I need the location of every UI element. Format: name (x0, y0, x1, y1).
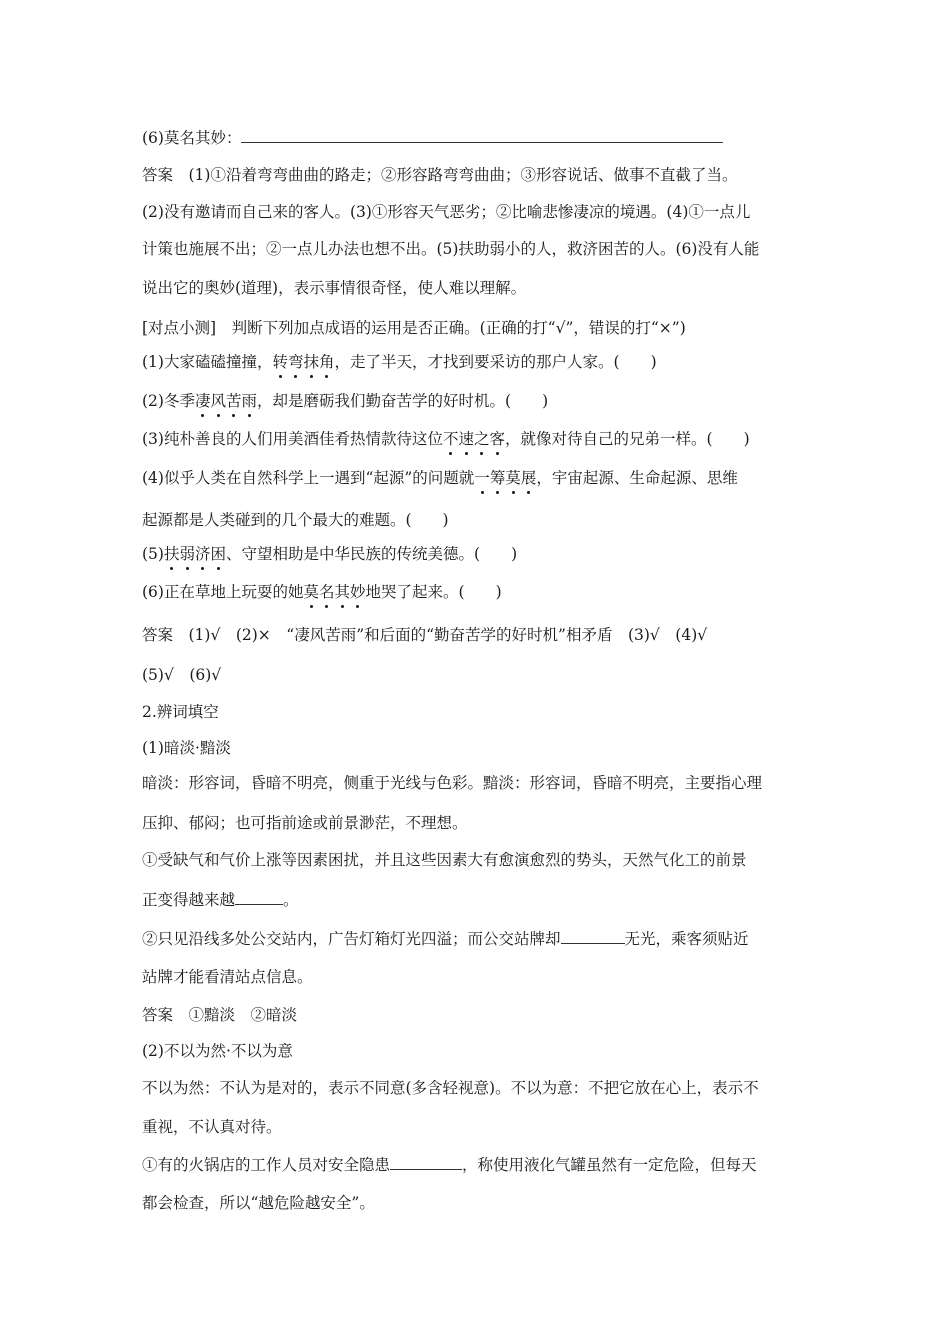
question-item: (2)冬季凄风苦雨，却是磨砺我们勤奋苦学的好时机。( ) (142, 392, 549, 410)
text-line: ②只见沿线多处公交站内，广告灯箱灯光四溢；而公交站牌却 无光，乘客须贴近 (142, 930, 749, 948)
section-heading: 2.辨词填空 (142, 703, 219, 721)
dotted-char: 风 (210, 392, 226, 410)
dotted-char: 扶 (163, 545, 180, 563)
dotted-char: 莫 (505, 469, 521, 487)
term-label: (6)莫名其妙： (142, 129, 242, 147)
dotted-char: 转 (272, 353, 288, 371)
text-line: 压抑、郁闷；也可指前途或前景渺茫，不理想。 (142, 814, 468, 832)
dotted-char: 展 (520, 469, 537, 487)
dotted-char: 筹 (489, 469, 506, 487)
dotted-char: 其 (334, 583, 351, 601)
subsection-heading: (1)暗淡·黯淡 (142, 739, 231, 757)
answer-line: 答案 (1)①沿着弯弯曲曲的路走；②形容路弯弯曲曲；③形容说话、做事不直截了当。 (142, 166, 738, 184)
dotted-char: 之 (474, 430, 490, 448)
fill-blank[interactable] (390, 1155, 462, 1170)
section-heading: [对点小测] 判断下列加点成语的运用是否正确。(正确的打“√”，错误的打“×”) (142, 319, 686, 337)
dotted-char: 名 (318, 583, 335, 601)
dotted-char: 困 (210, 545, 227, 563)
text-line: 重视，不认真对待。 (142, 1118, 282, 1136)
answer-line: 答案 (1)√ (2)× “凄风苦雨”和后面的“勤奋苦学的好时机”相矛盾 (3)√ (4)√ (142, 626, 708, 644)
text-line: 正变得越来越 。 (142, 891, 299, 909)
dotted-idiom (303, 583, 365, 601)
dotted-idiom (443, 430, 505, 448)
text-line: 说出它的奥妙(道理)，表示事情很奇怪，使人难以理解。 (142, 279, 527, 297)
question-item: (4)似乎人类在自然科学上一遇到“起源”的问题就一筹莫展，宇宙起源、生命起源、思维 (142, 469, 738, 487)
text-line: 不以为然：不认为是对的，表示不同意(多含轻视意)。不以为意：不把它放在心上，表示不 (142, 1079, 759, 1097)
subsection-heading: (2)不以为然·不以为意 (142, 1042, 293, 1060)
dotted-char: 苦 (226, 392, 242, 410)
dotted-char: 客 (489, 430, 506, 448)
dotted-idiom (474, 469, 536, 487)
question-item: (3)纯朴善良的人们用美酒佳肴热情款待这位不速之客，就像对待自己的兄弟一样。( ) (142, 430, 750, 448)
question-item: (5)扶弱济困、守望相助是中华民族的传统美德。( ) (142, 545, 518, 563)
question-item: (6)正在草地上玩耍的她莫名其妙地哭了起来。( ) (142, 583, 502, 601)
answer-line: 答案 ①黯淡 ②暗淡 (142, 1006, 298, 1024)
dotted-char: 雨 (241, 392, 258, 410)
text-line: 站牌才能看清站点信息。 (142, 968, 313, 986)
dotted-char: 弯 (287, 353, 304, 371)
question-item: (1)大家磕磕撞撞，转弯抹角，走了半天，才找到要采访的那户人家。( ) (142, 353, 657, 371)
dotted-char: 一 (474, 469, 490, 487)
dotted-char: 弱 (179, 545, 195, 563)
text-line: 起源都是人类碰到的几个最大的难题。( ) (142, 511, 449, 529)
fill-blank[interactable] (561, 929, 625, 944)
dotted-char: 济 (195, 545, 211, 563)
dotted-char: 妙 (350, 583, 366, 601)
dotted-char: 抹 (303, 353, 320, 371)
answer-line: (5)√ (6)√ (142, 666, 222, 684)
text-line: 暗淡：形容词，昏暗不明亮，侧重于光线与色彩。黯淡：形容词，昏暗不明亮，主要指心理 (142, 774, 763, 792)
text-line: 都会检查，所以“越危险越安全”。 (142, 1194, 375, 1212)
text-line: ①有的火锅店的工作人员对安全隐患 ，称使用液化气罐虽然有一定危险，但每天 (142, 1156, 757, 1174)
fill-blank[interactable] (235, 890, 283, 905)
dotted-idiom (195, 392, 257, 410)
dotted-char: 莫 (303, 583, 319, 601)
dotted-char: 速 (458, 430, 474, 448)
dotted-char: 凄 (194, 392, 211, 410)
text-line: 计策也施展不出；②一点儿办法也想不出。(5)扶助弱小的人，救济困苦的人。(6)没有人能 (142, 240, 760, 258)
text-line: (2)没有邀请而自己来的客人。(3)①形容天气恶劣；②比喻悲惨凄凉的境遇。(4)①一点儿 (142, 203, 751, 221)
dotted-char: 不 (442, 430, 459, 448)
fill-blank[interactable] (241, 128, 723, 143)
dotted-char: 角 (319, 353, 335, 371)
dotted-idiom (164, 545, 226, 563)
dotted-idiom (272, 353, 334, 371)
text-line: ①受缺气和气价上涨等因素困扰，并且这些因素大有愈演愈烈的势头，天然气化工的前景 (142, 851, 747, 869)
text-line (142, 128, 723, 148)
